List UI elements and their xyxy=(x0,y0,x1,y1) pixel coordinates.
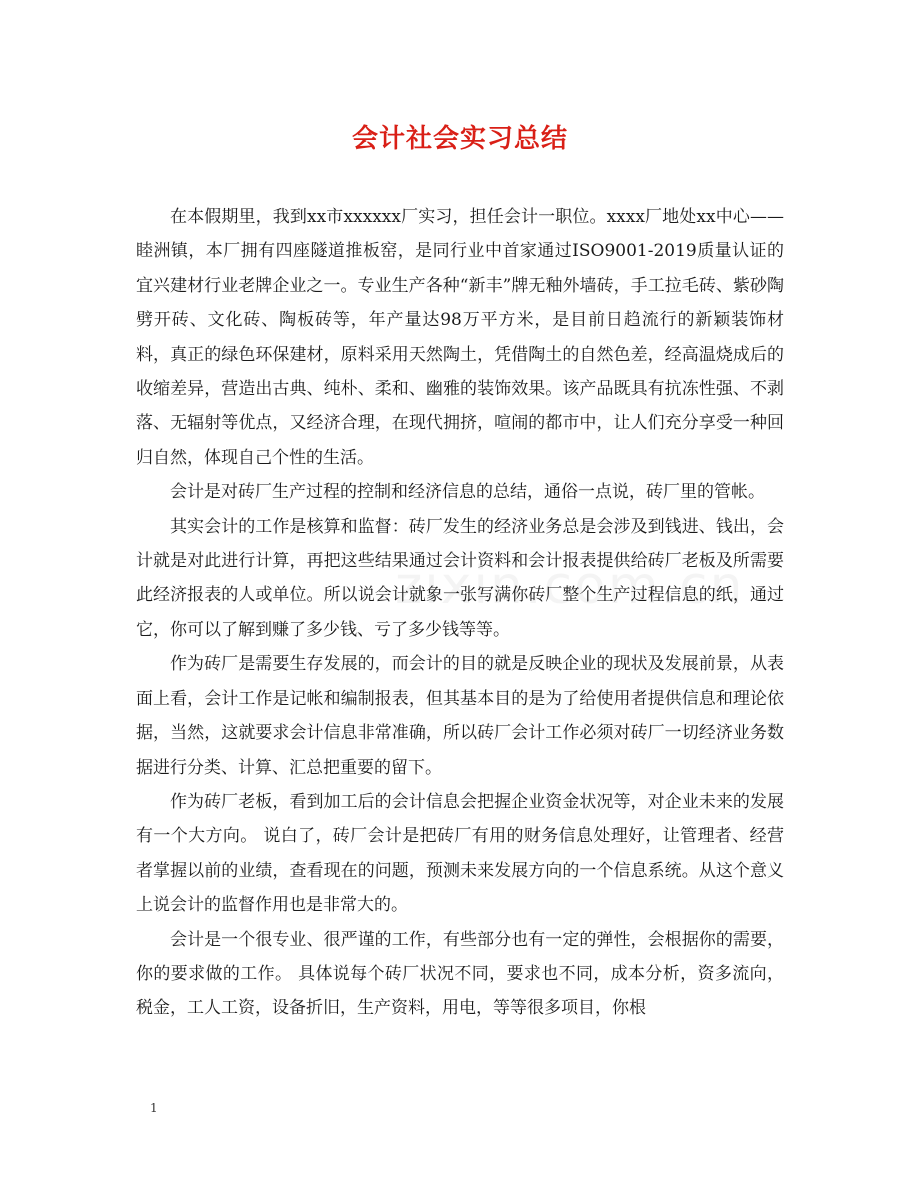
document-title: 会计社会实习总结 xyxy=(351,124,568,154)
paragraph-4: 作为砖厂是需要生存发展的，而会计的目的就是反映企业的现状及发展前景，从表面上看，会计工作是记帐和编制报表，但其基本目的是为了给使用者提供信息和理论依据，当然，这就要求会计信息非常准确，所以砖厂会计工作必须对砖厂一切经济业务数据进行分类、计算、汇总把重要的留下。 xyxy=(136,654,784,778)
paragraph-5: 作为砖厂老板，看到加工后的会计信息会把握企业资金状况等，对企业未来的发展有一个大方向。 说白了，砖厂会计是把砖厂有用的财务信息处理好，让管理者、经营者掌握以前的业绩，查看现在的问题，预测未来发展方向的一个信息系统。从这个意义上说会计的监督作用也是非常大的。 xyxy=(136,791,784,916)
paragraph-1: 在本假期里，我到xx市xxxxxx厂实习，担任会计一职位。xxxx厂地处xx中心——睦洲镇，本厂拥有四座隧道推板窑，是同行业中首家通过ISO9001-2019质量认证的宜兴建材行业老牌企业之一。专业生产各种“新丰”牌无釉外墙砖，手工拉毛砖、紫砂陶劈开砖、文化砖、陶板砖等，年产量达98万平方米，是目前日趋流行的新颖装饰材料，真正的绿色环保建材，原料采用天然陶土，凭借陶土的自然色差，经高温烧成后的收缩差异，营造出古典、纯朴、柔和、幽雅的装饰效果。该产品既具有抗冻性强、不剥落、无辐射等优点，又经济合理，在现代拥挤，喧闹的都市中，让人们充分享受一种回归自然，体现自己个性的生活。 xyxy=(136,207,784,468)
page-number: 1 xyxy=(150,1101,158,1115)
document-body xyxy=(136,200,784,1026)
paragraph-3: 其实会计的工作是核算和监督：砖厂发生的经济业务总是会涉及到钱进、钱出，会计就是对此进行计算，再把这些结果通过会计资料和会计报表提供给砖厂老板及所需要此经济报表的人或单位。所以说会计就象一张写满你砖厂整个生产过程信息的纸，通过它，你可以了解到赚了多少钱、亏了多少钱等等。 xyxy=(136,516,784,640)
paragraph-6: 会计是一个很专业、很严谨的工作，有些部分也有一定的弹性，会根据你的需要，你的要求做的工作。 具体说每个砖厂状况不同，要求也不同，成本分析，资多流向，税金，工人工资，设备折旧，生产资料，用电，等等很多项目，你根 xyxy=(136,929,784,1019)
paragraph-2: 会计是对砖厂生产过程的控制和经济信息的总结，通俗一点说，砖厂里的管帐。 xyxy=(170,482,765,503)
